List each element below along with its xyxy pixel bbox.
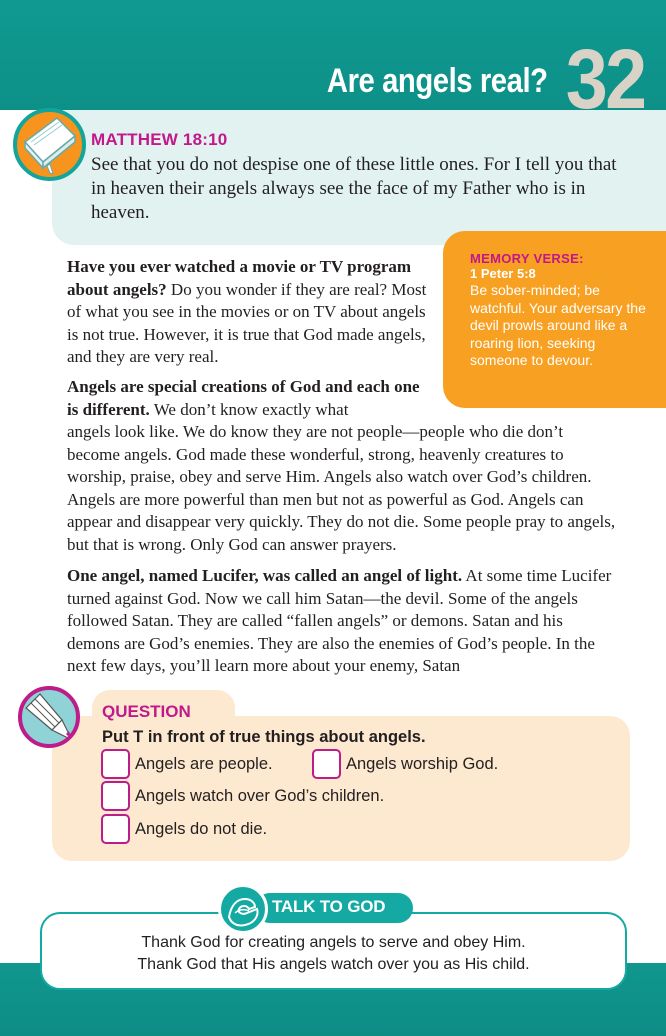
option-label: Angels worship God. <box>346 754 499 773</box>
paragraph-text: We don’t know exactly what <box>149 399 349 419</box>
question-option[interactable] <box>101 814 267 844</box>
paragraph-text: Do you wonder if they are real? Most of what you see in the movies or on TV about angels is not true. However, it is true that God made angels, and they are very real. <box>67 279 427 366</box>
question-label: QUESTION <box>102 702 191 721</box>
memory-verse-label: MEMORY VERSE: <box>470 251 584 266</box>
prayer-line: Thank God that His angels watch over you as His child. <box>137 956 530 973</box>
question-option[interactable] <box>101 781 384 811</box>
praying-hands-icon <box>218 884 268 934</box>
scripture-reference: MATTHEW 18:10 <box>91 130 228 149</box>
talk-to-god-text <box>40 932 627 976</box>
option-label: Angels do not die. <box>135 819 268 838</box>
page-title: Are angels real? <box>327 62 548 100</box>
answer-checkbox[interactable] <box>101 814 130 844</box>
question-option[interactable] <box>312 749 498 779</box>
prayer-line: Thank God for creating angels to serve and obey Him. <box>141 934 526 951</box>
answer-checkbox[interactable] <box>101 781 130 811</box>
memory-verse-reference: 1 Peter 5:8 <box>470 266 536 281</box>
option-label: Angels watch over God’s children. <box>135 786 385 805</box>
pencil-icon <box>18 686 80 748</box>
answer-checkbox[interactable] <box>312 749 341 779</box>
paragraph-lead: Angels are special creations of God and each one is different. <box>67 377 420 419</box>
question-option[interactable] <box>101 749 273 779</box>
paragraph-lead: Have you ever watched a movie or TV program about angels? <box>67 257 412 299</box>
answer-checkbox[interactable] <box>101 749 130 779</box>
scripture-text: See that you do not despise one of these little ones. For I tell you that in heaven their angels always see the face of my Father who is in heaven. <box>91 154 617 223</box>
question-prompt: Put T in front of true things about angels. <box>102 728 426 746</box>
paragraph-text: At some time Lucifer turned against God. Now we call him Satan—the devil. Some of the angels followed Satan. They are called “fallen angels” or demons. Satan and his demons are God’s enemies. They are also the enemies of God’s people. In the next few days, you’ll learn more about your enemy, Satan <box>67 566 612 675</box>
body-paragraph-3 <box>67 565 617 678</box>
body-paragraph-1 <box>67 256 429 369</box>
day-number: 32 <box>565 42 644 110</box>
body-paragraph-2-top <box>67 376 429 421</box>
memory-verse-text: Be sober-minded; be watchful. Your adversary the devil prowls around like a roaring lion, seeking someone to devour. <box>470 282 646 368</box>
paragraph-lead: One angel, named Lucifer, was called an angel of light. <box>67 566 463 585</box>
bible-icon <box>13 108 86 181</box>
body-paragraph-2: angels look like. We do know they are not people—people who die don’t become angels. God made these wonderful, strong, heavenly creatures to worship, praise, obey and serve Him. Angels also watch over God’s children. Angels are more powerful than men but not as powerful as God. Angels can appear and disappear very quickly. They do not die. Some people pray to angels, but that is wrong. Only God can answer prayers. <box>67 422 616 554</box>
talk-to-god-label: TALK TO GOD <box>272 897 386 916</box>
option-label: Angels are people. <box>135 754 273 773</box>
